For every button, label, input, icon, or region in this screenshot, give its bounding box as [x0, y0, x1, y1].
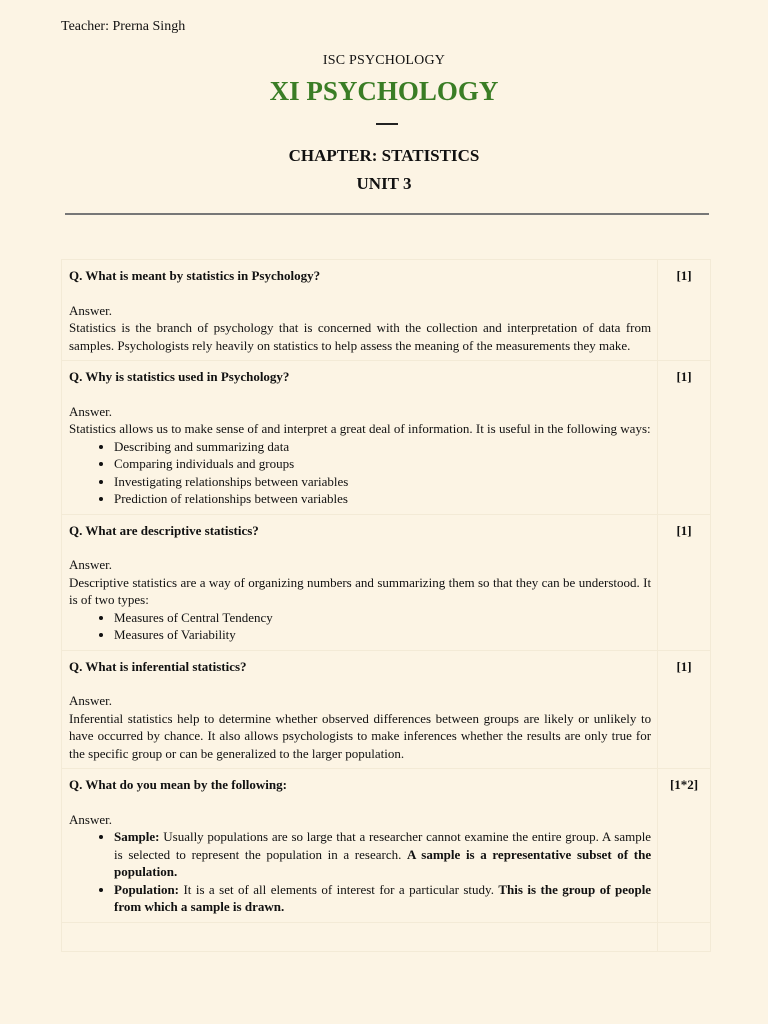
- page-title: XI PSYCHOLOGY: [269, 76, 499, 106]
- header-rule: [65, 213, 709, 215]
- answer-label: Answer.: [69, 693, 112, 708]
- list-item: • Measures of Variability: [114, 626, 651, 644]
- list-item: • Measures of Central Tendency: [114, 609, 651, 627]
- question-text: Q. What is inferential statistics?: [69, 658, 247, 674]
- marks-cell: [1]: [658, 260, 711, 361]
- definition-term: Population:: [114, 881, 180, 897]
- definition-item-sample: [114, 828, 651, 881]
- question-cell: [62, 650, 658, 769]
- question-text: Q. What do you mean by the following:: [69, 777, 287, 792]
- title-dash-divider: [376, 123, 398, 125]
- question-cell: [62, 769, 658, 923]
- question-cell: [62, 361, 658, 515]
- marks-cell: [1]: [658, 650, 711, 769]
- answer-label: Answer.: [69, 302, 112, 318]
- list-item: • Prediction of relationships between variables: [114, 490, 651, 508]
- definition-list: [69, 828, 651, 916]
- answer-label: Answer.: [69, 811, 112, 827]
- question-text: Q. What is meant by statistics in Psychology?: [69, 268, 321, 283]
- question-text: Q. What are descriptive statistics?: [69, 522, 259, 538]
- question-cell: [62, 260, 658, 361]
- question-row: [62, 514, 711, 650]
- empty-cell: [62, 922, 658, 951]
- definition-text: It is a set of all elements of interest for a particular study.: [179, 881, 499, 897]
- question-row: [62, 769, 711, 923]
- answer-list: [69, 438, 651, 508]
- question-text: Q. Why is statistics used in Psychology?: [69, 369, 290, 384]
- definition-emphasis: A sample is a representative subset of the population.: [114, 846, 652, 879]
- course-name: ISC PSYCHOLOGY: [322, 53, 446, 68]
- list-item: • Investigating relationships between variables: [114, 473, 651, 491]
- teacher-name: Teacher: Prerna Singh: [61, 19, 186, 34]
- marks-cell: [1*2]: [658, 769, 711, 923]
- definition-emphasis: This is the group of people from which a sample is drawn.: [114, 881, 652, 914]
- empty-cell: [658, 922, 711, 951]
- answer-label: Answer.: [69, 557, 112, 572]
- definition-text: Usually populations are so large that a researcher cannot examine the entire group. A sample is selected to represent the population in a research.: [114, 829, 652, 862]
- questions-table: [61, 259, 711, 952]
- marks-cell: [1]: [658, 361, 711, 515]
- question-row: [62, 260, 711, 361]
- question-row: [62, 361, 711, 515]
- answer-text: Descriptive statistics are a way of organizing numbers and summarizing them so that they can be understood. It is of two types:: [69, 574, 652, 607]
- list-item: • Describing and summarizing data: [114, 438, 651, 456]
- answer-list: [69, 609, 651, 644]
- answer-text: Statistics is the branch of psychology that is concerned with the collection and interpretation of data from samples. Psychologists rely heavily on statistics to help assess the meaning of the measurements they make.: [69, 320, 652, 353]
- list-item: • Comparing individuals and groups: [114, 455, 651, 473]
- empty-row: [62, 922, 711, 951]
- definition-term: Sample:: [114, 829, 160, 844]
- unit-heading: UNIT 3: [356, 174, 412, 193]
- answer-label: Answer.: [69, 403, 112, 419]
- chapter-heading: CHAPTER: STATISTICS: [288, 146, 480, 165]
- definition-item-population: [114, 881, 651, 916]
- marks-cell: [1]: [658, 514, 711, 650]
- question-cell: [62, 514, 658, 650]
- question-row: [62, 650, 711, 769]
- answer-text: Inferential statistics help to determine whether observed differences between groups are likely or unlikely to have occurred by chance. It also allows psychologists to make inferences whether the results are only true for the specific group or can be generalized to the larger population.: [69, 710, 652, 761]
- answer-text: Statistics allows us to make sense of and interpret a great deal of information. It is useful in the following ways:: [69, 421, 651, 436]
